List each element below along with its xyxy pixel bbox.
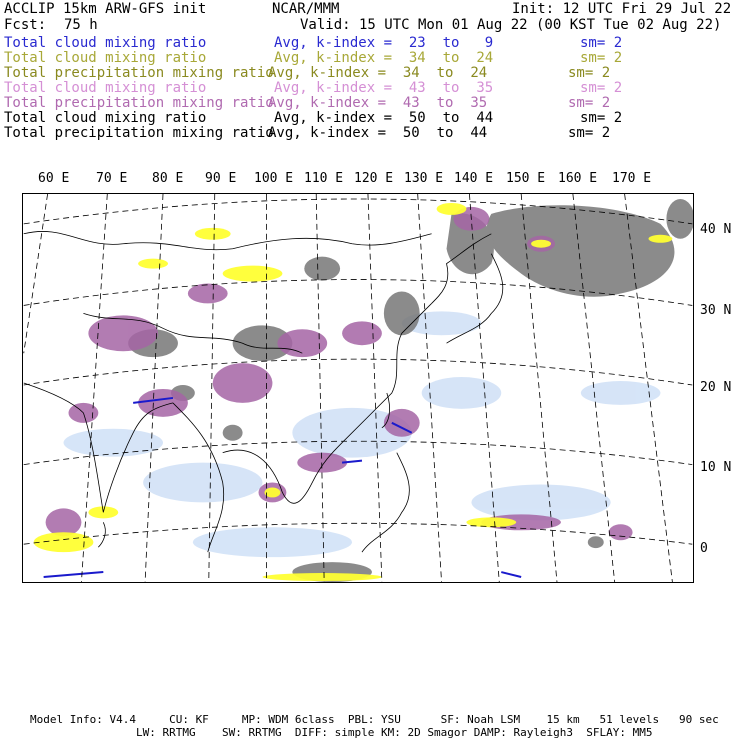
lat-label: 10 N bbox=[700, 460, 732, 475]
lon-label: 90 E bbox=[205, 171, 237, 186]
lon-label: 130 E bbox=[404, 171, 444, 186]
legend-avg: Avg, k-index = 34 to 24 bbox=[268, 65, 488, 81]
legend-avg: Avg, k-index = 23 to 9 bbox=[274, 35, 494, 51]
legend-row bbox=[4, 126, 274, 141]
lon-label: 100 E bbox=[254, 171, 294, 186]
legend-row bbox=[4, 81, 206, 96]
legend-avg: Avg, k-index = 50 to 44 bbox=[274, 110, 494, 126]
valid-time: Valid: 15 UTC Mon 01 Aug 22 (00 KST Tue 02 Aug 22) bbox=[300, 17, 722, 33]
legend-sm: sm= 2 bbox=[580, 80, 623, 96]
lon-label: 70 E bbox=[96, 171, 128, 186]
forecast-map bbox=[22, 193, 694, 583]
lon-label: 160 E bbox=[558, 171, 598, 186]
lon-label: 120 E bbox=[354, 171, 394, 186]
lat-label: 40 N bbox=[700, 222, 732, 237]
model-info-line1: Model Info: V4.4 CU: KF MP: WDM 6class PBL: YSU SF: Noah LSM 15 km 51 levels 90 sec bbox=[30, 713, 719, 726]
legend-sm: sm= 2 bbox=[580, 110, 623, 126]
legend-row bbox=[4, 66, 274, 81]
init-time: Init: 12 UTC Fri 29 Jul 22 bbox=[512, 1, 732, 17]
legend-row bbox=[4, 111, 206, 126]
lon-label: 110 E bbox=[304, 171, 344, 186]
org-label: NCAR/MMM bbox=[272, 1, 340, 17]
legend-sm: sm= 2 bbox=[580, 50, 623, 66]
legend-field: Total precipitation mixing ratio bbox=[4, 125, 274, 141]
lat-label: 20 N bbox=[700, 380, 732, 395]
legend-field: Total precipitation mixing ratio bbox=[4, 95, 274, 111]
legend-field: Total cloud mixing ratio bbox=[4, 35, 207, 51]
lon-label: 140 E bbox=[454, 171, 494, 186]
lat-label: 0 bbox=[700, 541, 708, 556]
legend-field: Total precipitation mixing ratio bbox=[4, 65, 274, 81]
legend-sm: sm= 2 bbox=[568, 125, 611, 141]
lat-label: 30 N bbox=[700, 303, 732, 318]
legend-sm: sm= 2 bbox=[568, 65, 611, 81]
legend-sm: sm= 2 bbox=[580, 35, 623, 51]
legend-avg: Avg, k-index = 34 to 24 bbox=[274, 50, 494, 66]
lon-label: 170 E bbox=[612, 171, 652, 186]
legend-row bbox=[4, 51, 206, 66]
legend-field: Total cloud mixing ratio bbox=[4, 50, 207, 66]
legend-row bbox=[4, 96, 274, 111]
legend-row bbox=[4, 36, 206, 51]
model-title: ACCLIP 15km ARW-GFS init bbox=[4, 1, 207, 17]
fcst-value: 75 h bbox=[64, 17, 98, 33]
lon-label: 80 E bbox=[152, 171, 184, 186]
legend-field: Total cloud mixing ratio bbox=[4, 80, 207, 96]
legend-field: Total cloud mixing ratio bbox=[4, 110, 207, 126]
legend-sm: sm= 2 bbox=[568, 95, 611, 111]
lon-label: 60 E bbox=[38, 171, 70, 186]
lon-label: 150 E bbox=[506, 171, 546, 186]
legend-avg: Avg, k-index = 43 to 35 bbox=[274, 80, 494, 96]
legend-avg: Avg, k-index = 43 to 35 bbox=[268, 95, 488, 111]
legend-avg: Avg, k-index = 50 to 44 bbox=[268, 125, 488, 141]
fcst-label: Fcst: bbox=[4, 17, 47, 33]
model-info-line2: LW: RRTMG SW: RRTMG DIFF: simple KM: 2D Smagor DAMP: Rayleigh3 SFLAY: MM5 bbox=[30, 726, 653, 739]
